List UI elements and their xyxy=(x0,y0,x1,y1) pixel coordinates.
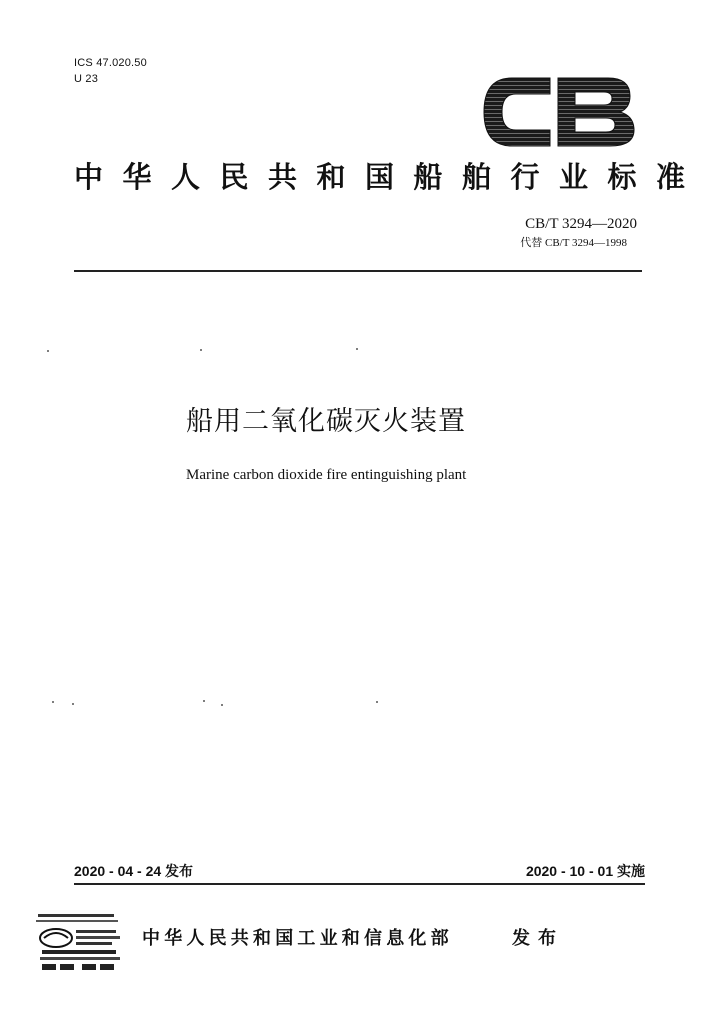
issue-label: 发布 xyxy=(512,928,564,949)
replaces-note: 代替 CB/T 3294—1998 xyxy=(520,237,627,249)
scan-speck xyxy=(200,349,202,351)
document-title-cn: 船用二氧化碳灭火装置 xyxy=(186,406,466,437)
ccs-code: U 23 xyxy=(74,73,99,85)
scan-speck xyxy=(376,701,378,703)
publisher-seal-icon xyxy=(34,912,126,974)
ics-code: ICS 47.020.50 xyxy=(74,57,147,69)
standard-code: CB/T 3294—2020 xyxy=(525,216,637,232)
implementation-date: 2020 - 10 - 01 实施 xyxy=(525,863,645,879)
header-divider xyxy=(74,270,642,272)
footer-divider xyxy=(74,883,645,885)
scan-speck xyxy=(72,703,74,705)
scan-speck xyxy=(203,700,205,702)
document-title-en: Marine carbon dioxide fire entinguishing plant xyxy=(186,467,467,483)
scan-speck xyxy=(356,348,358,350)
classification-block xyxy=(74,55,147,87)
scan-speck xyxy=(52,701,54,703)
publish-date: 2020 - 04 - 24 发布 xyxy=(74,863,194,879)
cb-logo-icon xyxy=(478,72,638,152)
issuing-authority: 中华人民共和国工业和信息化部 xyxy=(142,928,453,949)
standard-type-title: 中华人民共和国船舶行业标准 xyxy=(74,160,705,194)
scan-speck xyxy=(47,350,49,352)
scan-speck xyxy=(221,704,223,706)
